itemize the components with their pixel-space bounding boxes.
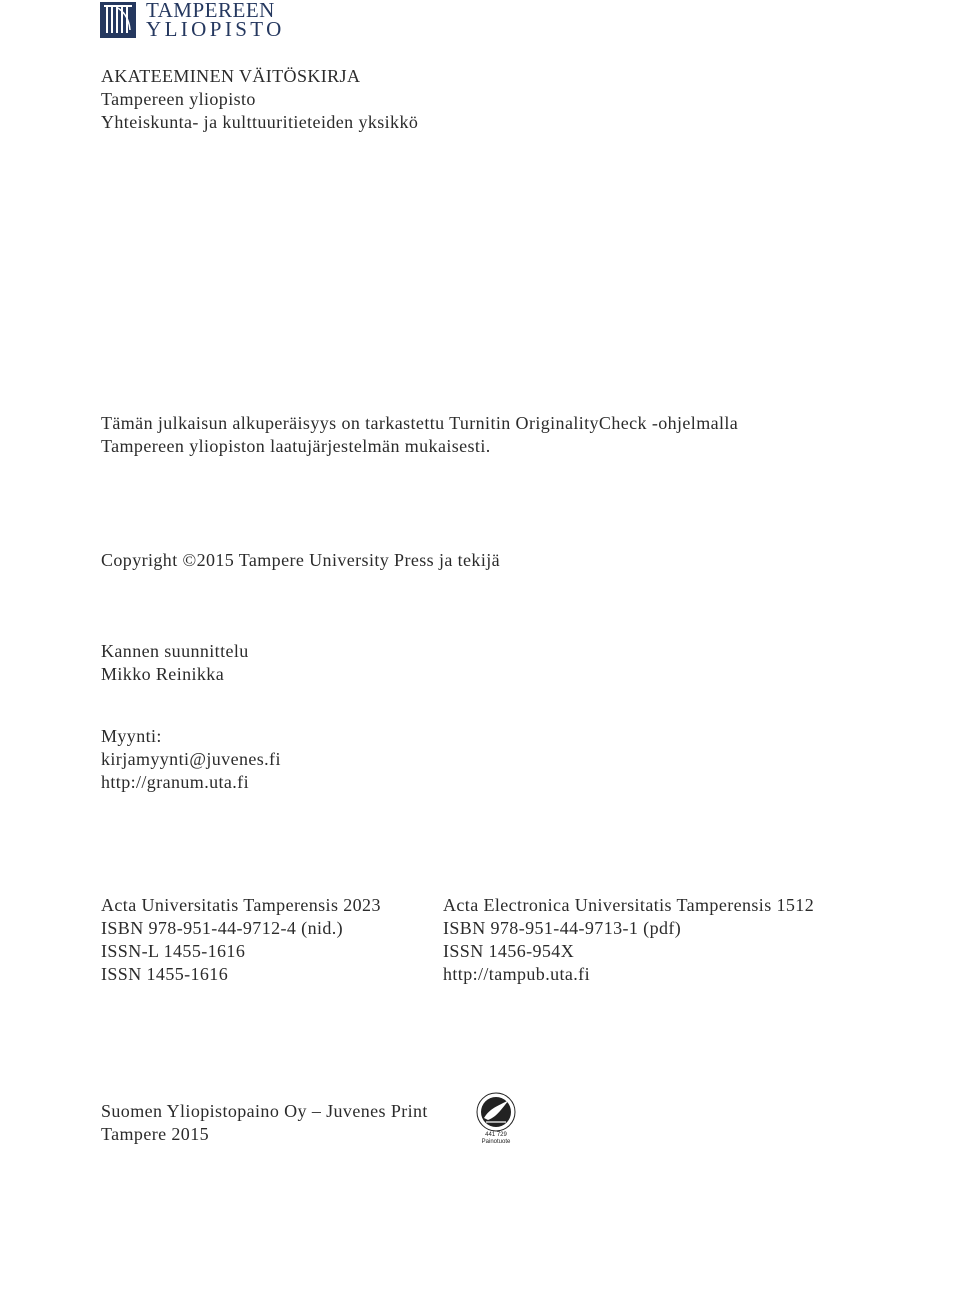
series-electronic-line: ISBN 978-951-44-9713-1 (pdf)	[443, 918, 682, 938]
cover-line: Mikko Reinikka	[101, 664, 225, 684]
sales-website-link[interactable]: http://granum.uta.fi	[101, 772, 249, 792]
series-print-line: Acta Universitatis Tamperensis 2023	[101, 895, 381, 915]
sales-label: Myynti:	[101, 726, 162, 746]
nordic-swan-ecolabel-icon	[476, 1088, 516, 1148]
tampub-link[interactable]: http://tampub.uta.fi	[443, 964, 590, 984]
series-print-line: ISSN-L 1455-1616	[101, 941, 246, 961]
dissertation-header	[101, 65, 418, 134]
originality-line: Tämän julkaisun alkuperäisyys on tarkastettu Turnitin OriginalityCheck -ohjelmalla	[101, 413, 739, 433]
cover-design-credit	[101, 640, 249, 686]
ecolabel-caption: Painotuote	[481, 1139, 511, 1145]
header-line: Tampereen yliopisto	[101, 89, 256, 109]
ecolabel-number: 441 729	[485, 1132, 507, 1138]
copyright-line: Copyright ©2015 Tampere University Press ja tekijä	[101, 550, 501, 570]
sales-info	[101, 725, 281, 794]
header-line: AKATEEMINEN VÄITÖSKIRJA	[101, 66, 361, 86]
logo-line-1: TAMPEREEN	[146, 0, 275, 22]
series-electronic-line: Acta Electronica Universitatis Tamperensis 1512	[443, 895, 815, 915]
series-print-info	[101, 894, 381, 986]
printer-info	[101, 1100, 428, 1146]
originality-line: Tampereen yliopiston laatujärjestelmän mukaisesti.	[101, 436, 491, 456]
university-logo-text	[146, 0, 285, 41]
copyright-notice	[101, 549, 500, 572]
cover-line: Kannen suunnittelu	[101, 641, 249, 661]
series-print-line: ISBN 978-951-44-9712-4 (nid.)	[101, 918, 344, 938]
sales-email-link[interactable]: kirjamyynti@juvenes.fi	[101, 749, 281, 769]
printer-line: Suomen Yliopistopaino Oy – Juvenes Print	[101, 1101, 428, 1121]
printer-line: Tampere 2015	[101, 1124, 210, 1144]
series-electronic-info	[443, 894, 814, 986]
logo-line-2: YLIOPISTO	[146, 17, 285, 41]
originality-statement	[101, 412, 738, 458]
header-line: Yhteiskunta- ja kulttuuritieteiden yksikkö	[101, 112, 419, 132]
series-electronic-line: ISSN 1456-954X	[443, 941, 575, 961]
university-logo-icon	[100, 2, 136, 38]
series-print-line: ISSN 1455-1616	[101, 964, 229, 984]
